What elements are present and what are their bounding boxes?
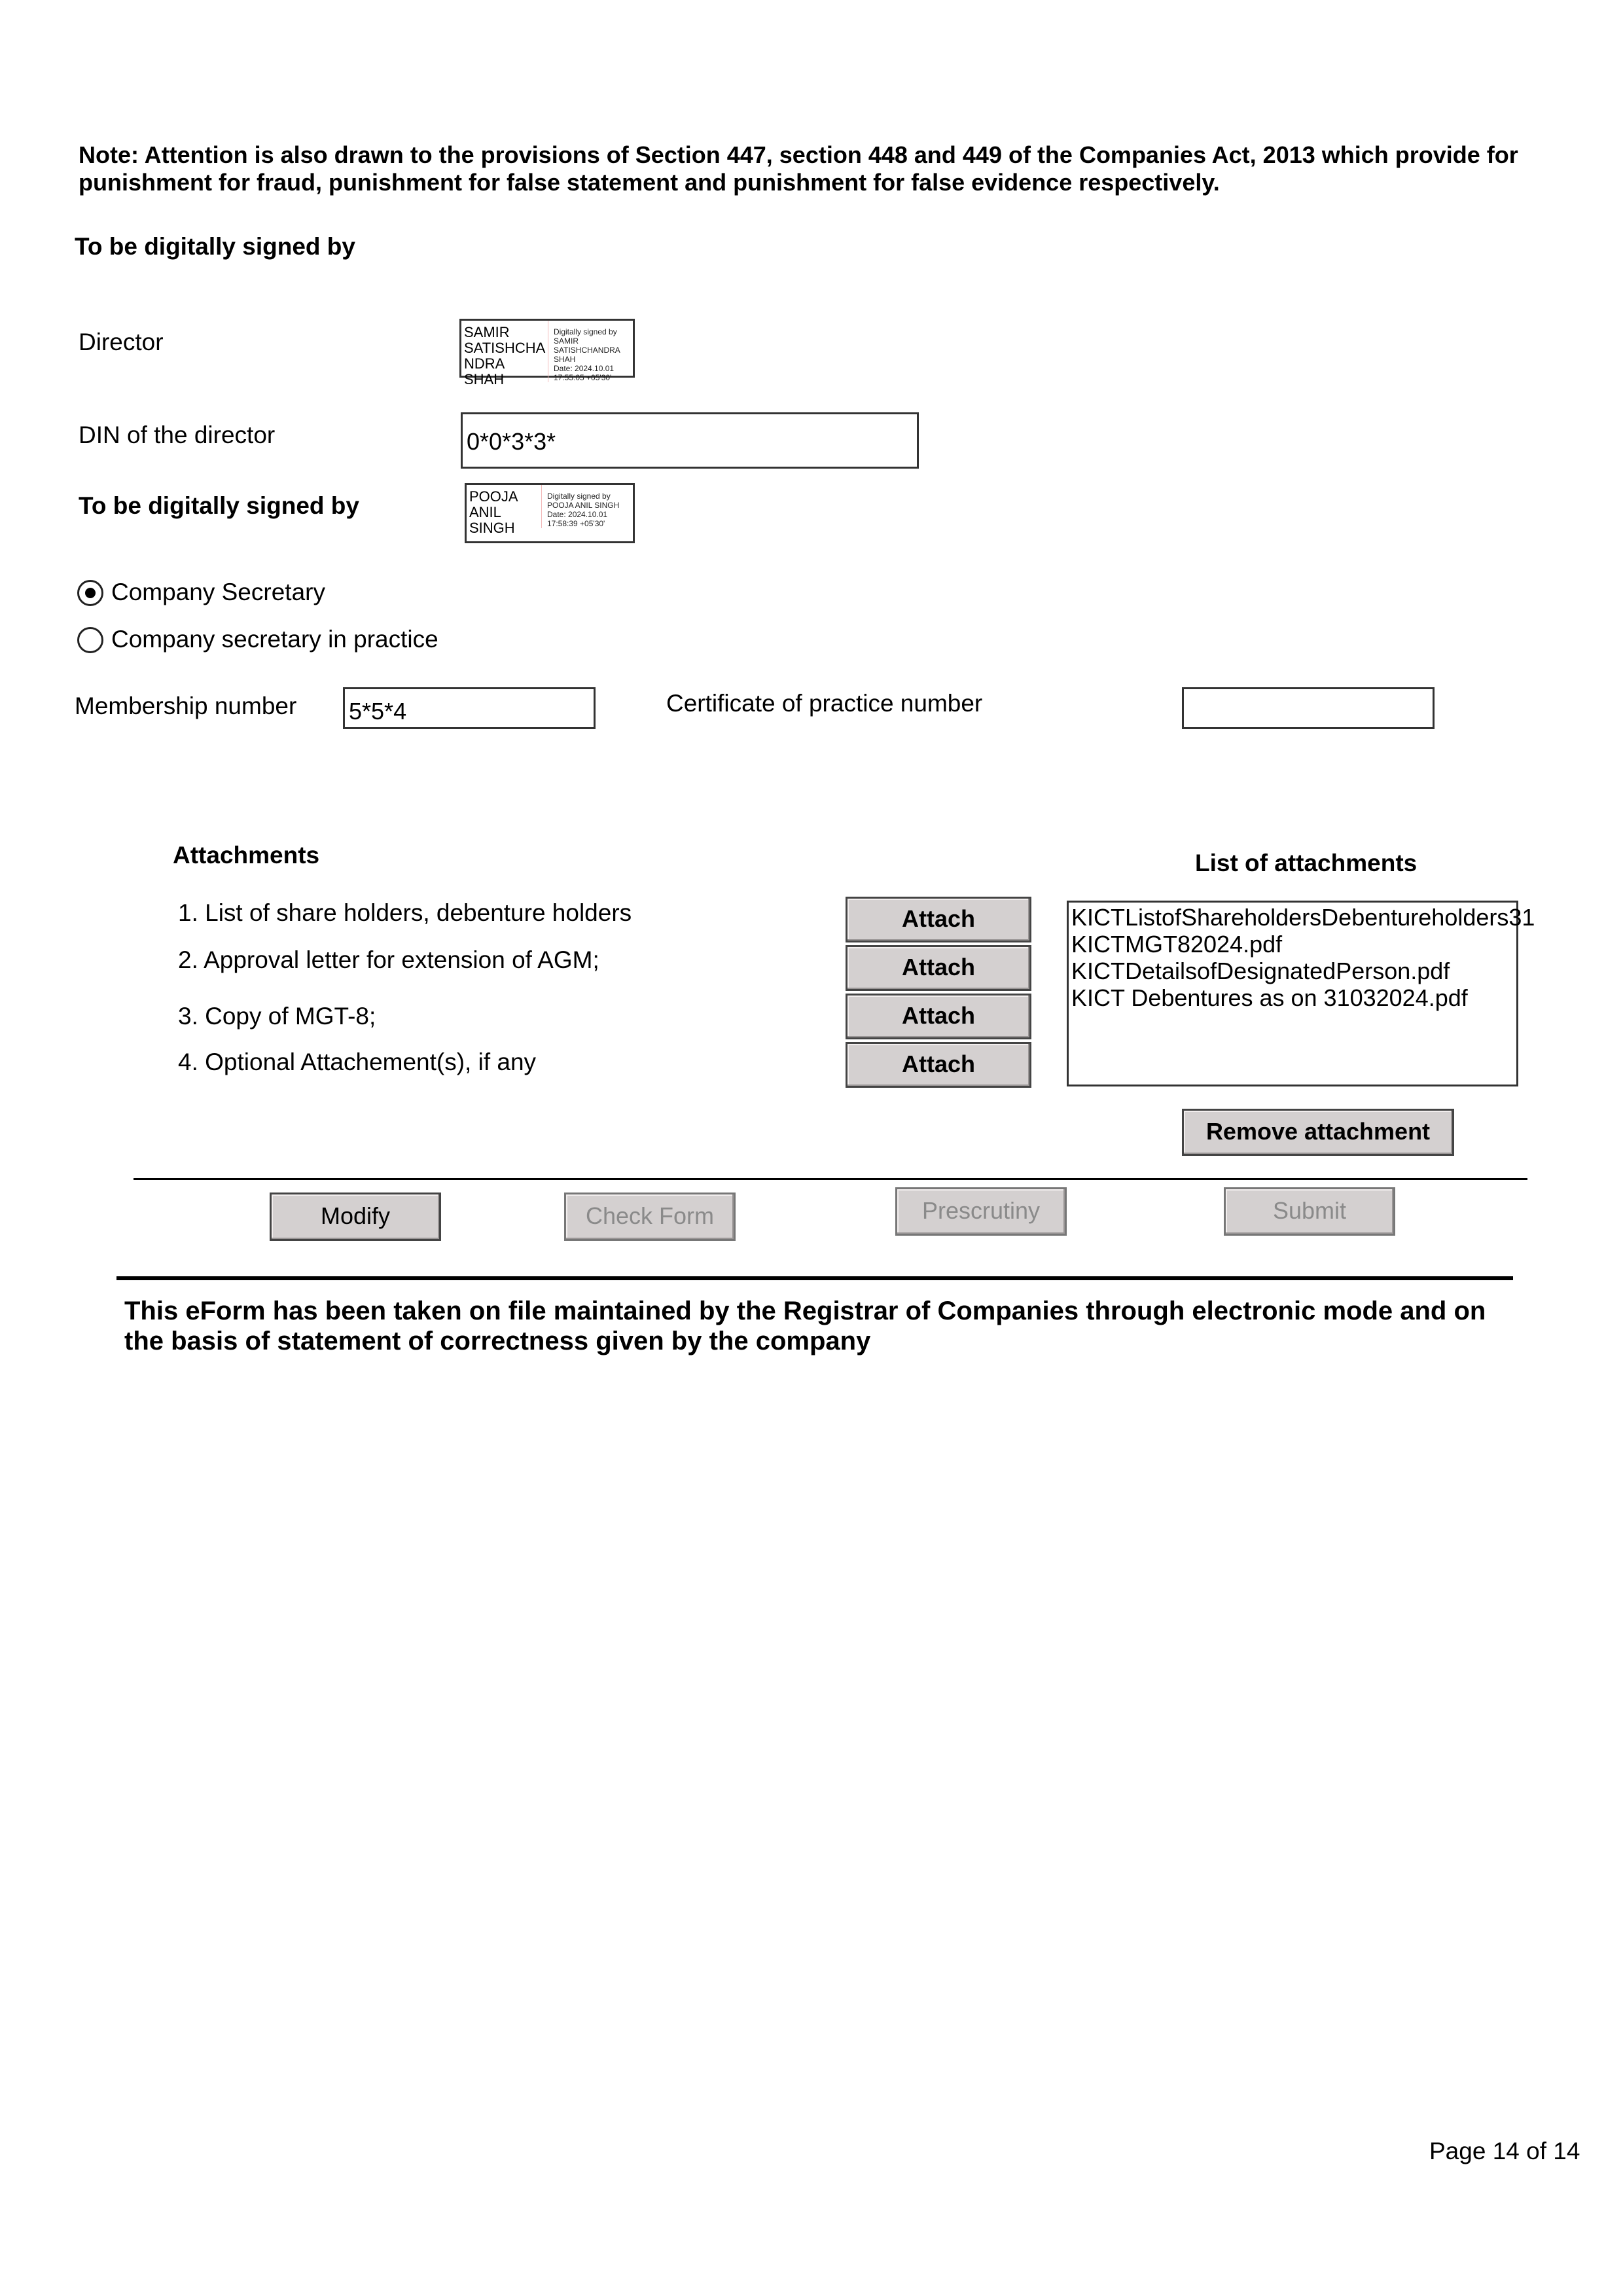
submit-button[interactable]: Submit — [1224, 1187, 1395, 1236]
attachment-item-3: 3. Copy of MGT-8; — [178, 1003, 376, 1030]
director-signature-details: Digitally signed by SAMIR SATISHCHANDRA SHAH Date: 2024.10.01 17:55:05 +05'30' — [548, 321, 623, 382]
director-label: Director — [79, 329, 164, 355]
attachment-file-4[interactable]: KICT Debentures as on 31032024.pdf — [1071, 984, 1468, 1011]
director-signature-name: SAMIR SATISHCHA NDRA SHAH — [464, 324, 546, 387]
actions-divider — [134, 1178, 1527, 1180]
secretary-signature-details: Digitally signed by POOJA ANIL SINGH Date: 2024.10.01 17:58:39 +05'30' — [541, 485, 622, 528]
signing-heading-2: To be digitally signed by — [79, 492, 359, 519]
radio-company-secretary-in-practice[interactable] — [77, 627, 103, 653]
secretary-signature[interactable] — [465, 483, 635, 543]
director-signature[interactable] — [459, 319, 635, 387]
attachment-item-4: 4. Optional Attachement(s), if any — [178, 1049, 537, 1075]
footer-divider — [116, 1276, 1513, 1280]
attach-button-3[interactable]: Attach — [846, 994, 1031, 1039]
attachment-item-2: 2. Approval letter for extension of AGM; — [178, 946, 599, 973]
attachments-list-heading: List of attachments — [1195, 850, 1418, 876]
attachment-file-3[interactable]: KICTDetailsofDesignatedPerson.pdf — [1071, 958, 1450, 984]
page-number: Page 14 of 14 — [1429, 2138, 1580, 2164]
attach-button-1[interactable]: Attach — [846, 897, 1031, 942]
check-form-button[interactable]: Check Form — [564, 1193, 736, 1241]
radio-company-secretary-in-practice-label: Company secretary in practice — [111, 626, 438, 653]
radio-company-secretary-label: Company Secretary — [111, 579, 325, 605]
attachments-listbox[interactable] — [1067, 901, 1535, 1086]
cop-number-field[interactable] — [1182, 687, 1435, 729]
din-field[interactable]: 0*0*3*3* — [461, 412, 919, 469]
membership-number-field[interactable]: 5*5*4 — [343, 687, 596, 729]
attachment-file-1[interactable]: KICTListofShareholdersDebentureholders31 — [1071, 904, 1535, 931]
secretary-signature-name: POOJA ANIL SINGH — [469, 488, 518, 536]
attachment-file-2[interactable]: KICTMGT82024.pdf — [1071, 931, 1283, 958]
din-label: DIN of the director — [79, 422, 276, 448]
membership-number-label: Membership number — [75, 692, 297, 719]
remove-attachment-button[interactable]: Remove attachment — [1182, 1109, 1454, 1156]
registrar-note: This eForm has been taken on file maintained by the Registrar of Companies through electronic mode and on the basis of statement of correctness given by the company — [124, 1297, 1486, 1355]
modify-button[interactable]: Modify — [270, 1193, 441, 1241]
legal-note: Note: Attention is also drawn to the provisions of Section 447, section 448 and 449 of the Companies Act, 2013 which provide for punishment for fraud, punishment for false statement and punishment for false evidence respectively. — [79, 141, 1518, 196]
attachment-item-1: 1. List of share holders, debenture holders — [178, 899, 632, 926]
cop-number-label: Certificate of practice number — [666, 690, 983, 717]
radio-company-secretary[interactable] — [77, 580, 103, 606]
prescrutiny-button[interactable]: Prescrutiny — [895, 1187, 1067, 1236]
signing-heading-1: To be digitally signed by — [75, 233, 355, 260]
attach-button-2[interactable]: Attach — [846, 945, 1031, 991]
attachments-heading: Attachments — [173, 842, 320, 869]
attach-button-4[interactable]: Attach — [846, 1042, 1031, 1088]
